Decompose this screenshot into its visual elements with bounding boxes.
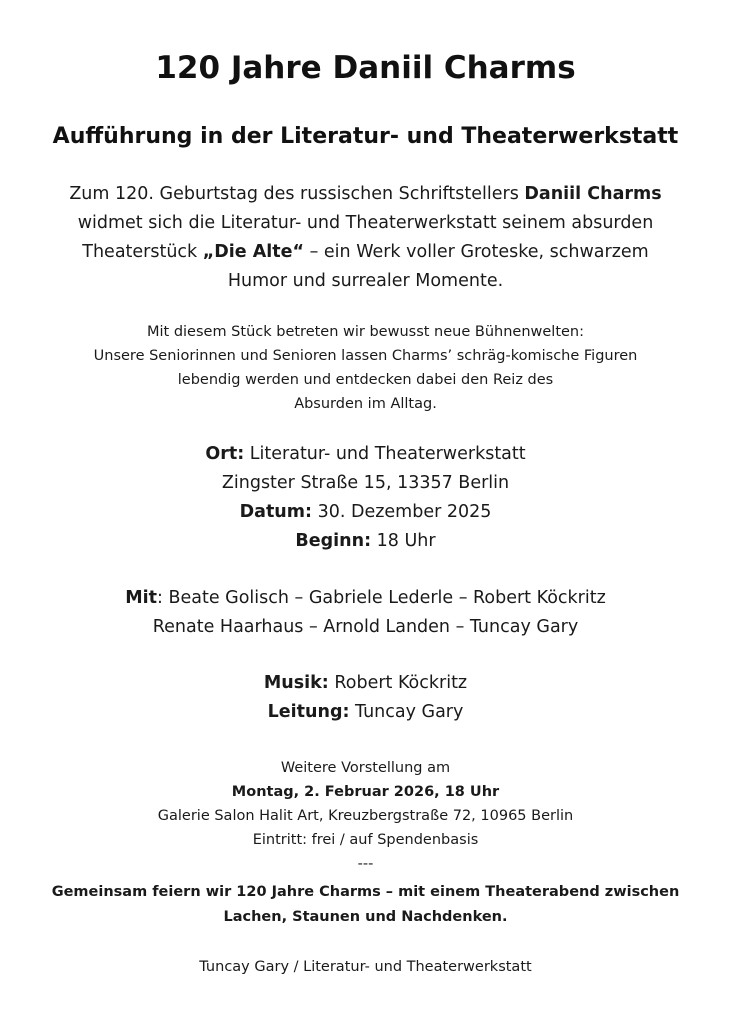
- location-value: Literatur- und Theaterwerkstatt: [244, 444, 526, 464]
- closing-statement: [0, 880, 731, 930]
- date-value: 30. Dezember 2025: [312, 502, 492, 522]
- separator: ---: [357, 856, 374, 872]
- signature: Tuncay Gary / Literatur- und Theaterwerkstatt: [199, 959, 532, 975]
- play-title: „Die Alte“: [202, 242, 305, 262]
- music-label: Musik:: [263, 673, 329, 693]
- location-line: [0, 440, 731, 469]
- note-line-3: lebendig werden und entdecken dabei den Reiz des: [177, 372, 554, 388]
- intro-line-1: Zum 120. Geburtstag des russischen Schriftstellers Daniil Charms: [69, 184, 662, 204]
- music-line: [0, 669, 731, 698]
- further-performance: [0, 756, 731, 876]
- further-venue: Galerie Salon Halit Art, Kreuzbergstraße 72, 10965 Berlin: [157, 808, 574, 824]
- cast-section: [0, 584, 731, 642]
- intro-paragraph: [0, 180, 731, 296]
- page-subtitle: Aufführung in der Literatur- und Theaterwerkstatt: [52, 124, 679, 149]
- further-heading: Weitere Vorstellung am: [280, 760, 451, 776]
- note-line-1: Mit diesem Stück betreten wir bewusst neue Bühnenwelten:: [146, 324, 585, 340]
- note-paragraph: [0, 320, 731, 416]
- start-value: 18 Uhr: [371, 531, 436, 551]
- note-line-2: Unsere Seniorinnen und Senioren lassen Charms’ schräg-komische Figuren: [93, 348, 638, 364]
- page-title: 120 Jahre Daniil Charms: [155, 50, 576, 86]
- start-label: Beginn:: [295, 531, 372, 551]
- location-label: Ort:: [205, 444, 245, 464]
- intro-line-2: widmet sich die Literatur- und Theaterwerkstatt seinem absurden: [77, 213, 654, 233]
- start-line: [0, 527, 731, 556]
- note-line-4: Absurden im Alltag.: [294, 396, 437, 412]
- event-details: [0, 440, 731, 556]
- date-label: Datum:: [239, 502, 313, 522]
- address-line: Zingster Straße 15, 13357 Berlin: [221, 473, 510, 493]
- cast-line-1: Mit: Beate Golisch – Gabriele Lederle – Robert Köckritz: [125, 588, 606, 608]
- date-line: [0, 498, 731, 527]
- further-admission: Eintritt: frei / auf Spendenbasis: [252, 832, 479, 848]
- director-label: Leitung:: [267, 702, 350, 722]
- intro-line-4: Humor und surrealer Momente.: [227, 271, 504, 291]
- director-value: Tuncay Gary: [349, 702, 464, 722]
- cast-line-2: Renate Haarhaus – Arnold Landen – Tuncay Gary: [152, 617, 579, 637]
- credits-section: [0, 669, 731, 727]
- cast-label: Mit: [125, 588, 157, 608]
- closing-line-1: Gemeinsam feiern wir 120 Jahre Charms – mit einem Theaterabend zwischen: [51, 884, 680, 900]
- music-value: Robert Köckritz: [328, 673, 468, 693]
- author-name: Daniil Charms: [524, 184, 662, 204]
- further-date: Montag, 2. Februar 2026, 18 Uhr: [231, 784, 500, 800]
- closing-line-2: Lachen, Staunen und Nachdenken.: [223, 909, 508, 925]
- director-line: [0, 698, 731, 727]
- intro-line-3: Theaterstück „Die Alte“ – ein Werk voller Groteske, schwarzem: [82, 242, 649, 262]
